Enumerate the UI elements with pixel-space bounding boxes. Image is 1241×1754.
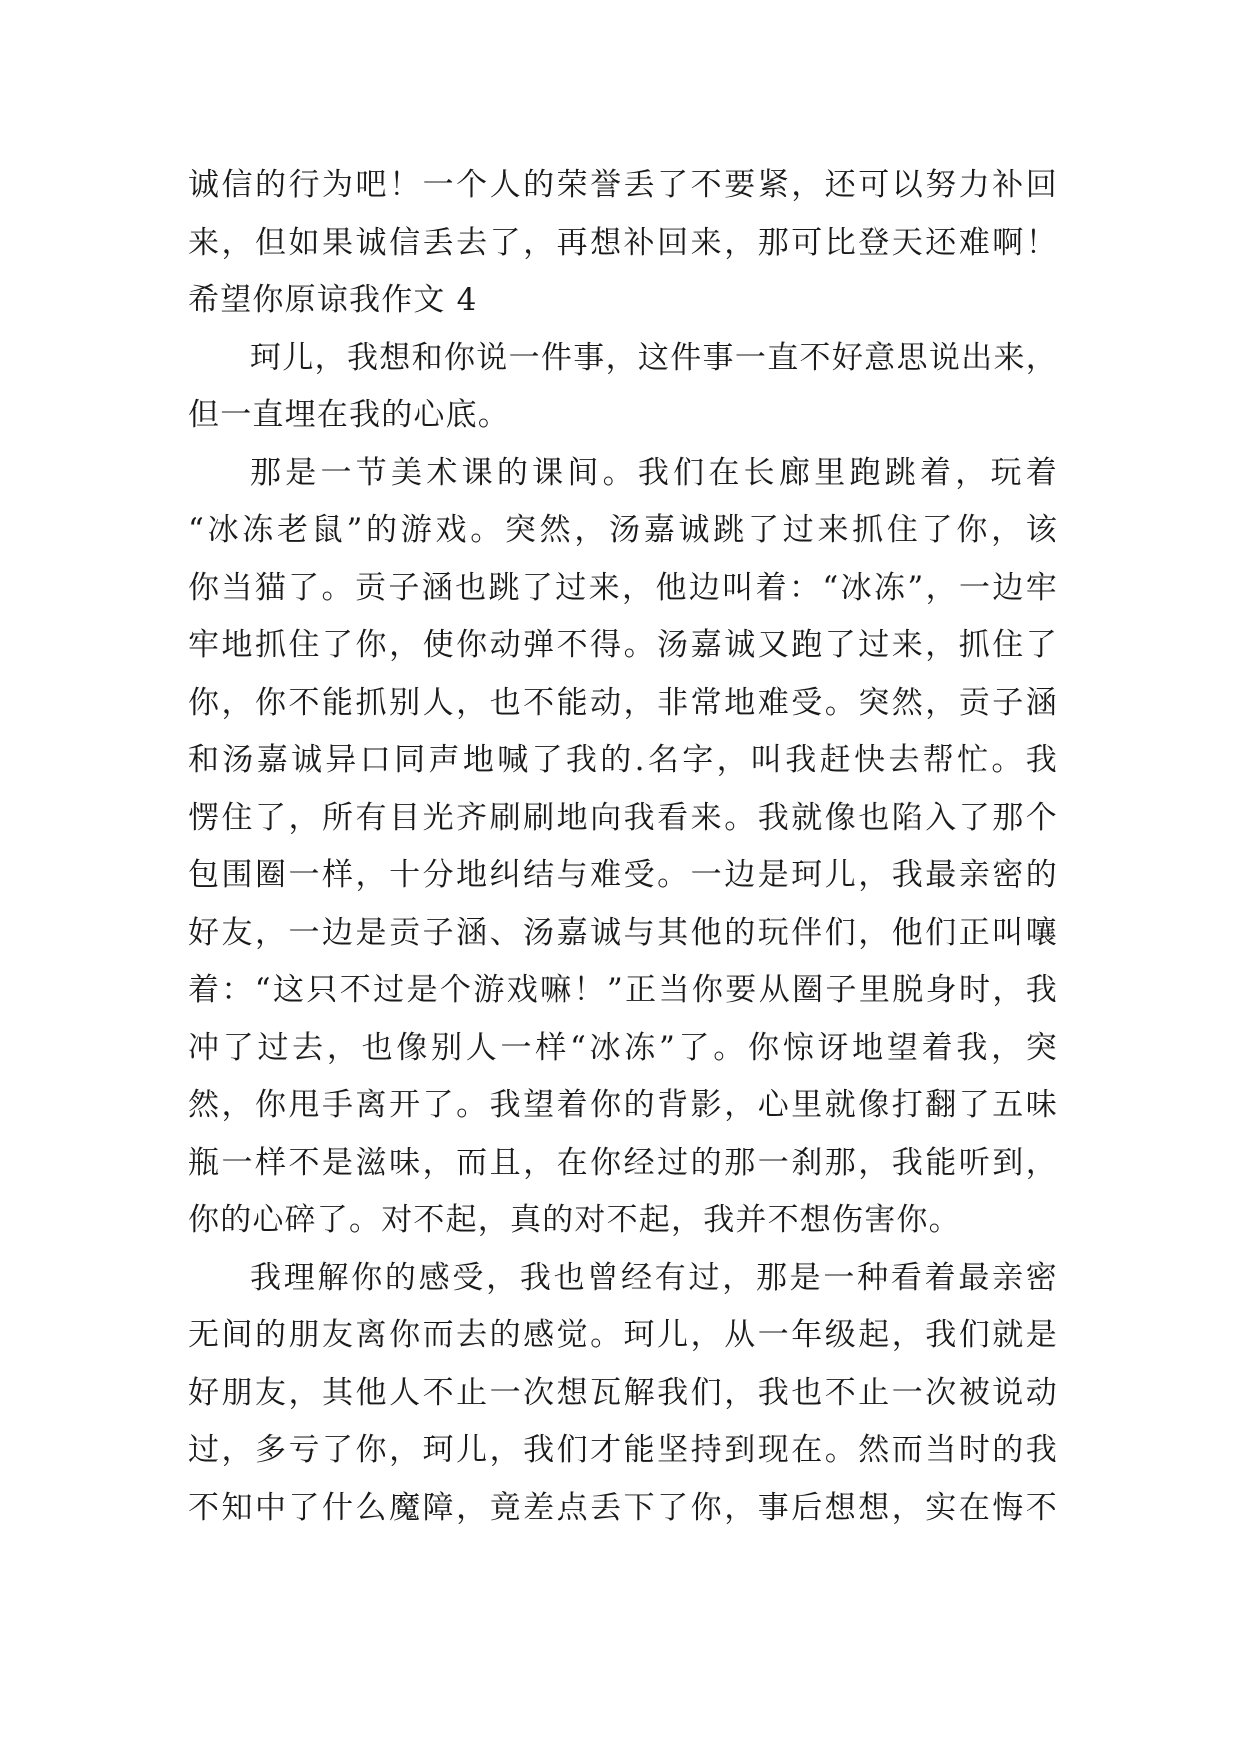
- paragraph-2: [188, 445, 1058, 1250]
- text-line: 瓶一样不是滋味，而且，在你经过的那一刹那，我能听到，: [188, 1144, 1058, 1181]
- text-line: 你的心碎了。对不起，真的对不起，我并不想伤害你。: [188, 1202, 961, 1238]
- text-line: 你当猫了。贡子涵也跳了过来，他边叫着：“冰冻”，一边牢: [188, 569, 1058, 606]
- text-line: 不知中了什么魔障，竟差点丢下了你，事后想想，实在悔不: [188, 1489, 1058, 1526]
- text-line: 过，多亏了你，珂儿，我们才能坚持到现在。然而当时的我: [188, 1432, 1058, 1468]
- text-line: 无间的朋友离你而去的感觉。珂儿，从一年级起，我们就是: [188, 1317, 1058, 1353]
- text-line: 那是一节美术课的课间。我们在长廊里跑跳着，玩着: [250, 454, 1058, 491]
- text-line: 愣住了，所有目光齐刷刷地向我看来。我就像也陷入了那个: [188, 799, 1058, 836]
- text-line: 冲了过去，也像别人一样“冰冻”了。你惊讶地望着我，突: [188, 1029, 1058, 1066]
- text-line: 来，但如果诚信丢去了，再想补回来，那可比登天还难啊！: [188, 224, 1058, 261]
- text-line: 和汤嘉诚异口同声地喊了我的.名字，叫我赶快去帮忙。我: [188, 742, 1058, 778]
- text-line: 包围圈一样，十分地纠结与难受。一边是珂儿，我最亲密的: [188, 857, 1058, 893]
- text-line: 珂儿，我想和你说一件事，这件事一直不好意思说出来，: [250, 339, 1058, 376]
- text-line: 然，你甩手离开了。我望着你的背影，心里就像打翻了五味: [188, 1087, 1058, 1123]
- text-line: 但一直埋在我的心底。: [188, 397, 510, 433]
- text-line: 我理解你的感受，我也曾经有过，那是一种看着最亲密: [250, 1259, 1058, 1296]
- text-line: 你，你不能抓别人，也不能动，非常地难受。突然，贡子涵: [188, 684, 1058, 721]
- text-line: 牢地抓住了你，使你动弹不得。汤嘉诚又跑了过来，抓住了: [188, 627, 1058, 663]
- text-line: 好友，一边是贡子涵、汤嘉诚与其他的玩伴们，他们正叫嚷: [188, 914, 1058, 951]
- text-line: “冰冻老鼠”的游戏。突然，汤嘉诚跳了过来抓住了你，该: [188, 512, 1058, 548]
- text-line: 诚信的行为吧！一个人的荣誉丢了不要紧，还可以努力补回: [188, 167, 1058, 203]
- document-body: [188, 157, 1058, 1537]
- paragraph-3: [188, 1250, 1058, 1538]
- section-title: 希望你原谅我作文 4: [188, 282, 478, 318]
- text-line: 好朋友，其他人不止一次想瓦解我们，我也不止一次被说动: [188, 1374, 1058, 1411]
- paragraph-1: [188, 330, 1058, 445]
- text-line: 着：“这只不过是个游戏嘛！”正当你要从圈子里脱身时，我: [188, 972, 1058, 1008]
